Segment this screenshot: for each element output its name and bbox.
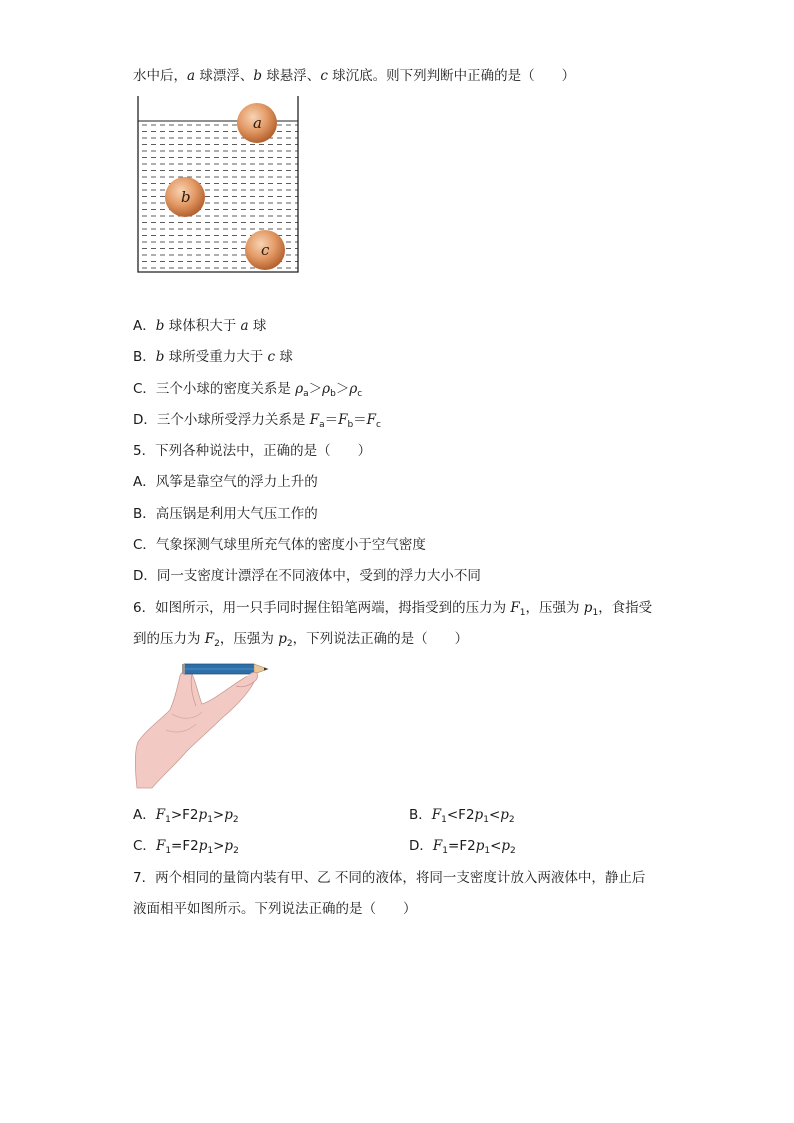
q6-option-a[interactable]: A．$F_1>F2p_1>p_2$ — [133, 807, 239, 825]
ball-c — [245, 230, 285, 270]
q5-option-b[interactable]: B．高压锅是利用大气压工作的 — [133, 506, 318, 522]
q5-option-c[interactable]: C．气象探测气球里所充气体的密度小于空气密度 — [133, 537, 426, 553]
q4-option-c[interactable]: C．三个小球的密度关系是 $\rho_a>\rho_b>\rho_c$ — [133, 381, 363, 399]
ball-b — [165, 177, 205, 217]
q6-option-b[interactable]: B．$F_1<F2p_1<p_2$ — [409, 807, 515, 825]
ball-a — [237, 103, 277, 143]
q7-stem-line2: 液面相平如图所示。下列说法正确的是（ ） — [133, 901, 417, 917]
q6-stem-line2: 到的压力为 $F_2$，压强为 $p_2$，下列说法正确的是（ ） — [133, 631, 469, 649]
q6-option-c[interactable]: C．$F_1=F2p_1>p_2$ — [133, 838, 239, 856]
svg-text:c: c — [261, 241, 270, 259]
q4-option-a[interactable]: A．b 球体积大于 a 球 — [133, 318, 267, 334]
q4-option-d[interactable]: D．三个小球所受浮力关系是 $F_a=F_b=F_c$ — [133, 412, 381, 430]
hand-pencil-figure — [132, 660, 284, 792]
q6-option-d[interactable]: D．$F_1=F2p_1<p_2$ — [409, 838, 516, 856]
q4-option-b[interactable]: B．b 球所受重力大于 c 球 — [133, 349, 293, 365]
q4-stem: 水中后，a 球漂浮、b 球悬浮、c 球沉底。则下列判断中正确的是（ ） — [133, 68, 576, 84]
svg-text:a: a — [253, 114, 262, 132]
q5-option-d[interactable]: D．同一支密度计漂浮在不同液体中，受到的浮力大小不同 — [133, 568, 481, 584]
q5-stem: 5．下列各种说法中，正确的是（ ） — [133, 443, 372, 459]
q6-stem-line1: 6．如图所示，用一只手同时握住铅笔两端，拇指受到的压力为 $F_1$，压强为 $p_1$，食指受 — [133, 600, 653, 618]
svg-text:b: b — [181, 188, 191, 206]
beaker-figure — [132, 96, 304, 276]
hand-illustration — [135, 671, 254, 788]
q5-option-a[interactable]: A．风筝是靠空气的浮力上升的 — [133, 474, 318, 490]
q7-stem-line1: 7．两个相同的量筒内装有甲、乙 不同的液体，将同一支密度计放入两液体中，静止后 — [133, 870, 646, 886]
